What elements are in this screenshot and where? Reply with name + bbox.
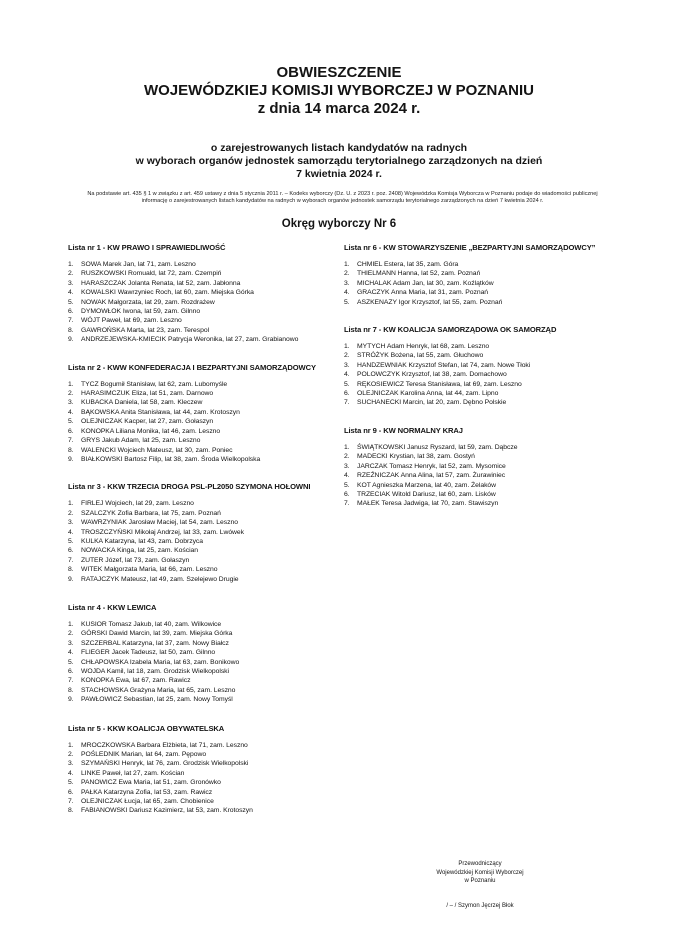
- candidate-entry: [68, 686, 340, 695]
- candidate-number: 9.: [68, 696, 74, 704]
- candidate-number: 2.: [68, 751, 74, 759]
- candidate-entry: [68, 546, 340, 555]
- candidate-number: 2.: [344, 270, 350, 278]
- candidate-entry: [68, 676, 340, 685]
- candidate-number: 4.: [344, 289, 350, 297]
- candidate-entry: [344, 298, 644, 307]
- signature-role-line-3: w Poznaniu: [464, 878, 496, 884]
- candidate-entry: [68, 298, 340, 307]
- candidate-entry: [344, 370, 644, 379]
- candidate-entry: [68, 509, 340, 518]
- candidate-entry: [68, 499, 340, 508]
- candidate-number: 2.: [344, 352, 350, 360]
- candidate-name: FLIEGER Jacek Tadeusz, lat 50, zam. Gilnno: [81, 649, 216, 657]
- candidate-entry: [344, 380, 644, 389]
- candidate-entry: [68, 565, 340, 574]
- candidate-name: GRYS Jakub Adam, lat 25, zam. Leszno: [81, 437, 201, 445]
- candidate-entry: [68, 759, 340, 768]
- candidate-name: TROSZCZYŃSKI Mikołaj Andrzej, lat 33, zam. Lwówek: [81, 528, 244, 536]
- candidate-number: 3.: [68, 399, 74, 407]
- candidate-entry: [344, 398, 644, 407]
- candidate-name: HARASIMCZUK Eliza, lat 51, zam. Darnowo: [81, 390, 214, 398]
- candidate-entry: [344, 361, 644, 370]
- candidate-number: 6.: [344, 490, 350, 498]
- document-title: [0, 64, 678, 118]
- candidate-entry: [68, 427, 340, 436]
- candidate-name: KULKA Katarzyna, lat 43, zam. Dobrzyca: [81, 537, 204, 545]
- candidate-entry: [68, 408, 340, 417]
- candidate-entry: [68, 335, 340, 344]
- candidate-number: 2.: [344, 453, 350, 461]
- title-line-3: z dnia 14 marca 2024 r.: [257, 100, 421, 117]
- candidate-name: STRÓŻYK Bożena, lat 55, zam. Głuchowo: [357, 352, 484, 360]
- candidate-name: OLEJNICZAK Kacper, lat 27, zam. Gołaszyn: [81, 418, 214, 426]
- candidate-name: PAŁKA Katarzyna Zofia, lat 53, zam. Rawicz: [81, 788, 213, 796]
- candidate-entry: [68, 537, 340, 546]
- candidate-number: 2.: [68, 270, 74, 278]
- candidate-name: WITEK Małgorzata Maria, lat 66, zam. Leszno: [81, 566, 218, 574]
- candidate-name: TRZECIAK Witold Dariusz, lat 60, zam. Lisków: [357, 490, 496, 498]
- candidate-name: GÓRSKI Dawid Marcin, lat 39, zam. Miejska Górka: [81, 630, 233, 638]
- candidate-entry: [68, 316, 340, 325]
- candidate-number: 8.: [68, 326, 74, 334]
- candidate-entry: [68, 667, 340, 676]
- list-title: Lista nr 2 - KWW KONFEDERACJA I BEZPARTYJNI SAMORZĄDOWCY: [68, 362, 316, 372]
- candidate-name: RĘKOSIEWICZ Teresa Stanisława, lat 69, zam. Leszno: [357, 380, 522, 388]
- candidate-number: 6.: [68, 547, 74, 555]
- district-heading: Okręg wyborczy Nr 6: [281, 218, 397, 230]
- subtitle-line-1: o zarejestrowanych listach kandydatów na radnych: [210, 142, 468, 154]
- candidate-number: 9.: [68, 575, 74, 583]
- candidate-number: 9.: [68, 455, 74, 463]
- candidate-number: 5.: [344, 481, 350, 489]
- candidate-name: GAWROŃSKA Marta, lat 23, zam. Terespol: [81, 326, 210, 334]
- candidate-entry: [68, 575, 340, 584]
- candidate-number: 8.: [68, 807, 74, 815]
- candidate-entry: [344, 342, 644, 351]
- candidate-entry: [344, 481, 644, 490]
- candidate-list-7: [344, 324, 644, 408]
- candidate-number: 2.: [68, 630, 74, 638]
- candidate-entry: [68, 806, 340, 815]
- candidate-entry: [68, 288, 340, 297]
- candidate-number: 5.: [344, 380, 350, 388]
- candidate-entry: [68, 279, 340, 288]
- candidate-entry: [68, 695, 340, 704]
- candidate-number: 2.: [68, 390, 74, 398]
- candidate-number: 6.: [68, 427, 74, 435]
- candidate-entry: [344, 452, 644, 461]
- candidate-number: 6.: [344, 390, 350, 398]
- candidate-entry: [68, 389, 340, 398]
- subtitle-line-2: w wyborach organów jednostek samorządu terytorialnego zarządzonych na dzień: [135, 155, 543, 167]
- candidate-entry: [68, 436, 340, 445]
- candidate-number: 8.: [68, 686, 74, 694]
- candidate-number: 9.: [68, 336, 74, 344]
- candidate-name: ASZKENAZY Igor Krzysztof, lat 55, zam. Poznań: [357, 298, 503, 306]
- candidate-entry: [344, 443, 644, 452]
- candidate-name: POŚLEDNIK Marian, lat 64, zam. Pępowo: [81, 751, 207, 759]
- left-column: [68, 242, 340, 816]
- candidate-entry: [344, 288, 644, 297]
- candidate-number: 5.: [68, 537, 74, 545]
- candidate-name: SZALCZYK Zofia Barbara, lat 75, zam. Poznań: [81, 509, 221, 517]
- candidate-name: HANDZEWNIAK Krzysztof Stefan, lat 74, zam. Nowe Tłoki: [357, 361, 531, 369]
- candidate-entry: [68, 556, 340, 565]
- candidate-name: HARASZCZAK Jolanta Renata, lat 52, zam. Jabłonna: [81, 279, 241, 287]
- candidate-number: 4.: [344, 371, 350, 379]
- candidate-number: 3.: [344, 462, 350, 470]
- candidate-number: 3.: [344, 279, 350, 287]
- signature-role-line-1: Przewodniczący: [458, 861, 502, 867]
- candidate-name: STACHOWSKA Grażyna Maria, lat 65, zam. Leszno: [81, 686, 236, 694]
- candidate-number: 5.: [68, 779, 74, 787]
- candidate-entry: [68, 260, 340, 269]
- candidate-name: CHŁAPOWSKA Izabela Maria, lat 63, zam. Bonikowo: [81, 658, 240, 666]
- candidate-entry: [68, 648, 340, 657]
- candidate-name: WALENCKI Wojciech Mateusz, lat 30, zam. Poniec: [81, 446, 233, 454]
- candidate-name: MADECKI Krystian, lat 38, zam. Gostyń: [357, 453, 475, 461]
- candidate-name: GRACZYK Anna Maria, lat 31, zam. Poznań: [357, 289, 489, 297]
- candidate-name: ANDRZEJEWSKA-KMIECIK Patrycja Weronika, lat 27, zam. Grabianowo: [81, 336, 299, 344]
- candidate-name: THIELMANN Hanna, lat 52, zam. Poznań: [357, 270, 481, 278]
- candidate-name: FIRLEJ Wojciech, lat 29, zam. Leszno: [81, 500, 194, 508]
- candidate-number: 1.: [344, 343, 350, 351]
- candidate-number: 3.: [68, 279, 74, 287]
- list-title: Lista nr 6 - KW STOWARZYSZENIE „BEZPARTYJNI SAMORZĄDOWCY”: [344, 243, 596, 252]
- candidate-name: TYCZ Bogumił Stanisław, lat 62, zam. Lubomyśle: [81, 380, 228, 388]
- candidate-items: [68, 620, 340, 705]
- candidate-entry: [344, 471, 644, 480]
- candidate-entry: [344, 279, 644, 288]
- candidate-name: CHMIEL Estera, lat 35, zam. Góra: [357, 261, 459, 268]
- candidate-items: [344, 443, 644, 509]
- candidate-entry: [344, 260, 644, 269]
- candidate-entry: [344, 351, 644, 360]
- candidate-number: 5.: [68, 418, 74, 426]
- candidate-list-5: [68, 723, 340, 816]
- candidate-entry: [344, 499, 644, 508]
- candidate-list-6: [344, 242, 644, 307]
- list-title: Lista nr 7 - KW KOALICJA SAMORZĄDOWA OK SAMORZĄD: [344, 325, 557, 335]
- document-subtitle: [0, 142, 678, 181]
- candidate-entry: [344, 389, 644, 398]
- candidate-name: KONOPKA Liliana Monika, lat 46, zam. Leszno: [81, 427, 221, 435]
- candidate-number: 8.: [68, 566, 74, 574]
- candidate-name: NOWACKA Kinga, lat 25, zam. Kościan: [81, 547, 198, 555]
- candidate-entry: [68, 380, 340, 389]
- candidate-name: ŚWIĄTKOWSKI Janusz Ryszard, lat 59, zam. Dąbcze: [357, 443, 518, 451]
- candidate-entry: [68, 788, 340, 797]
- subtitle-line-3: 7 kwietnia 2024 r.: [296, 168, 382, 180]
- list-title: Lista nr 4 - KKW LEWICA: [68, 602, 157, 612]
- candidate-name: MYTYCH Adam Henryk, lat 68, zam. Leszno: [357, 343, 490, 351]
- candidate-entry: [68, 629, 340, 638]
- candidate-entry: [344, 269, 644, 278]
- candidate-number: 4.: [68, 769, 74, 777]
- candidate-items: [68, 741, 340, 816]
- candidate-number: 7.: [68, 798, 74, 806]
- signatory-name: / – / Szymon Jęcrzej Błok: [446, 903, 514, 909]
- candidate-number: 7.: [68, 437, 74, 445]
- candidate-number: 7.: [68, 317, 74, 325]
- candidate-name: ZUTER Józef, lat 73, zam. Gołaszyn: [81, 556, 190, 564]
- candidate-name: WOJDA Kamil, lat 18, zam. Grodzisk Wielkopolski: [81, 668, 229, 675]
- candidate-items: [68, 260, 340, 345]
- candidate-number: 2.: [68, 509, 74, 517]
- candidate-number: 1.: [68, 261, 74, 268]
- candidate-list-1: [68, 242, 340, 345]
- legal-basis-text: Na podstawie art. 435 § 1 w związku z art. 459 ustawy z dnia 5 stycznia 2011 r. – Kodeks wyborczy (Dz. U. z 2023 r. poz. 2408) Wojewódzka Komisja Wyborcza w Poznaniu podaje do wiadomości publicznej informację o zarejestrowanych listach kandydatów na radnych w wyborach organów jednostek samorządu terytorialnego zarządzonych na dzień 7 kwietnia 2024 r.: [87, 191, 598, 205]
- candidate-number: 3.: [344, 361, 350, 369]
- candidate-number: 7.: [68, 556, 74, 564]
- title-line-2: WOJEWÓDZKIEJ KOMISJI WYBORCZEJ W POZNANIU: [143, 82, 534, 99]
- candidate-entry: [68, 326, 340, 335]
- candidate-number: 1.: [344, 261, 350, 268]
- candidate-name: MAŁEK Teresa Jadwiga, lat 70, zam. Stawiszyn: [357, 500, 499, 508]
- candidate-number: 5.: [68, 658, 74, 666]
- candidate-number: 1.: [68, 380, 74, 388]
- candidate-number: 5.: [344, 298, 350, 306]
- list-title: Lista nr 3 - KKW TRZECIA DROGA PSL-PL2050 SZYMONA HOŁOWNI: [68, 482, 311, 492]
- candidate-entry: [68, 269, 340, 278]
- candidate-number: 7.: [344, 500, 350, 508]
- candidate-entry: [68, 398, 340, 407]
- candidate-entry: [68, 446, 340, 455]
- candidate-name: KONOPKA Ewa, lat 67, zam. Rawicz: [81, 677, 191, 685]
- candidate-name: BIAŁKOWSKI Bartosz Filip, lat 38, zam. Środa Wielkopolska: [81, 455, 261, 463]
- candidate-list-2: [68, 362, 340, 465]
- candidate-number: 4.: [68, 528, 74, 536]
- candidate-number: 3.: [68, 760, 74, 768]
- right-column: [344, 242, 644, 509]
- candidate-number: 4.: [68, 289, 74, 297]
- list-title: Lista nr 5 - KKW KOALICJA OBYWATELSKA: [68, 723, 225, 733]
- candidate-name: MICHALAK Adam Jan, lat 30, zam. Koźlątków: [357, 279, 494, 287]
- candidate-entry: [344, 462, 644, 471]
- candidate-entry: [68, 518, 340, 527]
- candidate-name: KUBACKA Daniela, lat 58, zam. Kleczew: [81, 399, 203, 407]
- candidate-entry: [68, 778, 340, 787]
- candidate-name: SUCHANECKI Marcin, lat 20, zam. Dębno Polskie: [357, 399, 507, 407]
- candidate-name: DYMOWŁOK Iwona, lat 59, zam. Gilnno: [81, 308, 201, 316]
- list-title: Lista nr 1 - KW PRAWO I SPRAWIEDLIWOŚĆ: [68, 243, 226, 252]
- title-line-1: OBWIESZCZENIE: [276, 64, 402, 81]
- candidate-entry: [68, 639, 340, 648]
- candidate-name: SOWA Marek Jan, lat 71, zam. Leszno: [81, 261, 196, 268]
- candidate-list-3: [68, 481, 340, 584]
- candidate-number: 7.: [68, 677, 74, 685]
- candidate-name: SZCZERBAL Katarzyna, lat 37, zam. Nowy Białcz: [81, 639, 229, 647]
- candidate-name: OLEJNICZAK Łucja, lat 65, zam. Chobienice: [81, 798, 214, 806]
- candidate-name: WÓJT Paweł, lat 69, zam. Leszno: [81, 317, 182, 325]
- candidate-number: 1.: [344, 443, 350, 451]
- candidate-name: JARCZAK Tomasz Henryk, lat 52, zam. Mysomice: [357, 462, 506, 470]
- candidate-number: 4.: [68, 408, 74, 416]
- candidate-number: 4.: [68, 649, 74, 657]
- candidate-number: 3.: [68, 519, 74, 527]
- candidate-name: KOWALSKI Wawrzyniec Roch, lat 60, zam. Miejska Górka: [81, 289, 254, 297]
- candidate-entry: [68, 455, 340, 464]
- candidate-name: RUSZKOWSKI Romuald, lat 72, zam. Czempiń: [81, 270, 222, 278]
- candidate-number: 7.: [344, 399, 350, 407]
- candidate-name: SZYMAŃSKI Henryk, lat 76, zam. Grodzisk Wielkopolski: [81, 760, 249, 768]
- candidate-name: WAWRZYNIAK Jarosław Maciej, lat 54, zam. Leszno: [81, 519, 238, 527]
- candidate-number: 1.: [68, 620, 74, 628]
- candidate-number: 4.: [344, 472, 350, 480]
- candidate-number: 6.: [68, 308, 74, 316]
- signature-block: [415, 860, 545, 886]
- candidate-name: POLOWCZYK Krzysztof, lat 38, zam. Domachowo: [357, 371, 507, 379]
- candidate-entry: [68, 620, 340, 629]
- candidate-name: PANOWICZ Ewa Maria, lat 51, zam. Gronówko: [81, 779, 221, 787]
- candidate-name: BĄKOWSKA Anita Stanisława, lat 44, zam. Krotoszyn: [81, 408, 240, 416]
- candidate-number: 1.: [68, 500, 74, 508]
- candidate-name: OLEJNICZAK Karolina Anna, lat 44, zam. Lipno: [357, 390, 499, 398]
- list-title: Lista nr 9 - KW NORMALNY KRAJ: [344, 425, 463, 435]
- signature-role-line-2: Wojewódzkiej Komisji Wyborczej: [436, 869, 524, 876]
- candidate-name: FABIANOWSKI Dariusz Kazimierz, lat 53, zam. Krotoszyn: [81, 807, 253, 815]
- candidate-name: PAWŁOWICZ Sebastian, lat 25, zam. Nowy Tomyśl: [81, 696, 233, 704]
- candidate-name: RZEŹNICZAK Anna Alina, lat 57, zam. Żurawiniec: [357, 472, 506, 480]
- candidate-number: 8.: [68, 446, 74, 454]
- candidate-entry: [68, 797, 340, 806]
- candidate-items: [344, 260, 644, 307]
- candidate-number: 6.: [68, 788, 74, 796]
- candidate-number: 5.: [68, 298, 74, 306]
- candidate-items: [68, 380, 340, 465]
- candidate-items: [68, 499, 340, 584]
- candidate-items: [344, 342, 644, 408]
- candidate-entry: [68, 307, 340, 316]
- candidate-entry: [344, 490, 644, 499]
- candidate-entry: [68, 769, 340, 778]
- candidate-entry: [68, 658, 340, 667]
- candidate-name: LINKE Paweł, lat 27, zam. Kościan: [81, 769, 185, 777]
- candidate-entry: [68, 528, 340, 537]
- candidate-name: NOWAK Małgorzata, lat 29, zam. Rozdrażew: [81, 298, 215, 306]
- candidate-entry: [68, 741, 340, 750]
- candidate-number: 3.: [68, 639, 74, 647]
- candidate-number: 1.: [68, 741, 74, 749]
- candidate-number: 6.: [68, 668, 74, 675]
- candidate-name: RATAJCZYK Mateusz, lat 49, zam. Szelejewo Drugie: [81, 575, 239, 583]
- candidate-entry: [68, 750, 340, 759]
- candidate-name: KUSIOR Tomasz Jakub, lat 40, zam. Wilkowice: [81, 620, 222, 628]
- candidate-list-4: [68, 602, 340, 705]
- candidate-entry: [68, 417, 340, 426]
- candidate-name: KOT Agnieszka Marzena, lat 40, zam. Żelaków: [357, 481, 497, 489]
- candidate-name: MROCZKOWSKA Barbara Elżbieta, lat 71, zam. Leszno: [81, 741, 248, 749]
- candidate-list-9: [344, 425, 644, 509]
